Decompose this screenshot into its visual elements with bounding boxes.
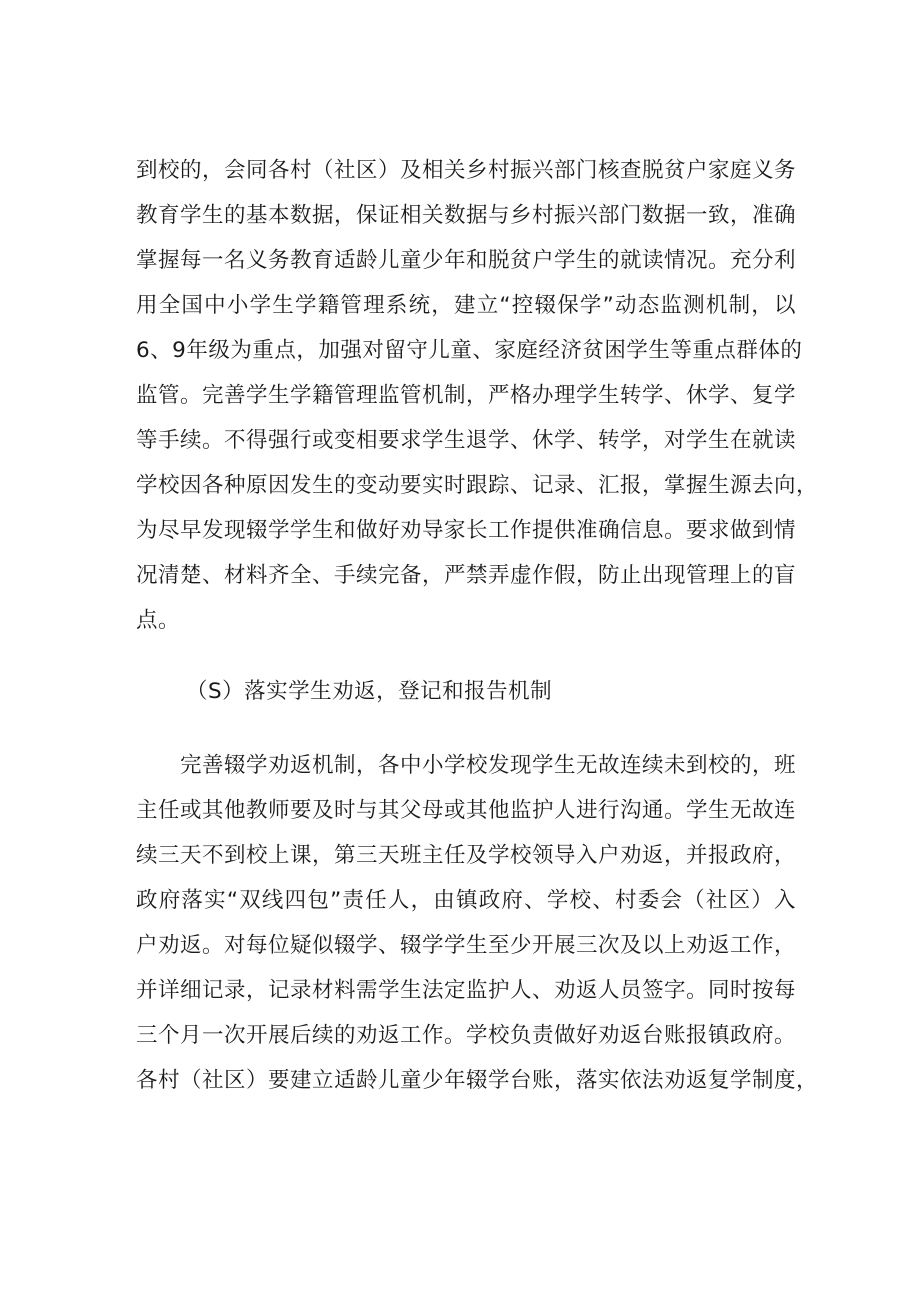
paragraph-1-line-1: 到校的，会同各村（社区）及相关乡村振兴部门核查脱贫户家庭义务 [136,158,797,183]
paragraph-1-line-7: 等手续。不得强行或变相要求学生退学、休学、转学，对学生在就读 [136,428,797,453]
paragraph-1-line-11: 点。 [136,608,181,633]
paragraph-2-line-4: 政府落实“双线四包”责任人，由镇政府、学校、村委会（社区）入 [136,888,796,913]
paragraph-1-line-8: 学校因各种原因发生的变动要实时跟踪、记录、汇报，掌握生源去向， [136,473,819,498]
paragraph-2-line-3: 续三天不到校上课，第三天班主任及学校领导入户劝返，并报政府， [136,843,797,868]
paragraph-2-line-2: 主任或其他教师要及时与其父母或其他监护人进行沟通。学生无故连 [136,798,797,823]
paragraph-1-line-5: 6、9年级为重点，加强对留守儿童、家庭经济贫困学生等重点群体的 [136,338,803,363]
paragraph-2-line-7: 三个月一次开展后续的劝返工作。学校负责做好劝返台账报镇政府。 [136,1023,797,1048]
paragraph-1-line-4: 用全国中小学生学籍管理系统，建立“控辍保学”动态监测机制，以 [136,293,796,318]
paragraph-2-line-8: 各村（社区）要建立适龄儿童少年辍学台账，落实依法劝返复学制度， [136,1068,819,1093]
paragraph-2-line-6: 并详细记录，记录材料需学生法定监护人、劝返人员签字。同时按每 [136,978,797,1003]
section-heading: （S）落实学生劝返，登记和报告机制 [186,679,553,704]
paragraph-1-line-9: 为尽早发现辍学学生和做好劝导家长工作提供准确信息。要求做到情 [136,518,797,543]
paragraph-1-line-6: 监管。完善学生学籍管理监管机制，严格办理学生转学、休学、复学 [136,383,797,408]
paragraph-1-line-10: 况清楚、材料齐全、手续完备，严禁弄虚作假，防止出现管理上的盲 [136,563,797,588]
paragraph-2-line-1: 完善辍学劝返机制，各中小学校发现学生无故连续未到校的，班 [136,753,797,778]
paragraph-1-line-3: 掌握每一名义务教育适龄儿童少年和脱贫户学生的就读情况。充分利 [136,248,797,273]
paragraph-2-line-5: 户劝返。对每位疑似辍学、辍学学生至少开展三次及以上劝返工作， [136,933,797,958]
paragraph-1-line-2: 教育学生的基本数据，保证相关数据与乡村振兴部门数据一致，准确 [136,203,797,228]
